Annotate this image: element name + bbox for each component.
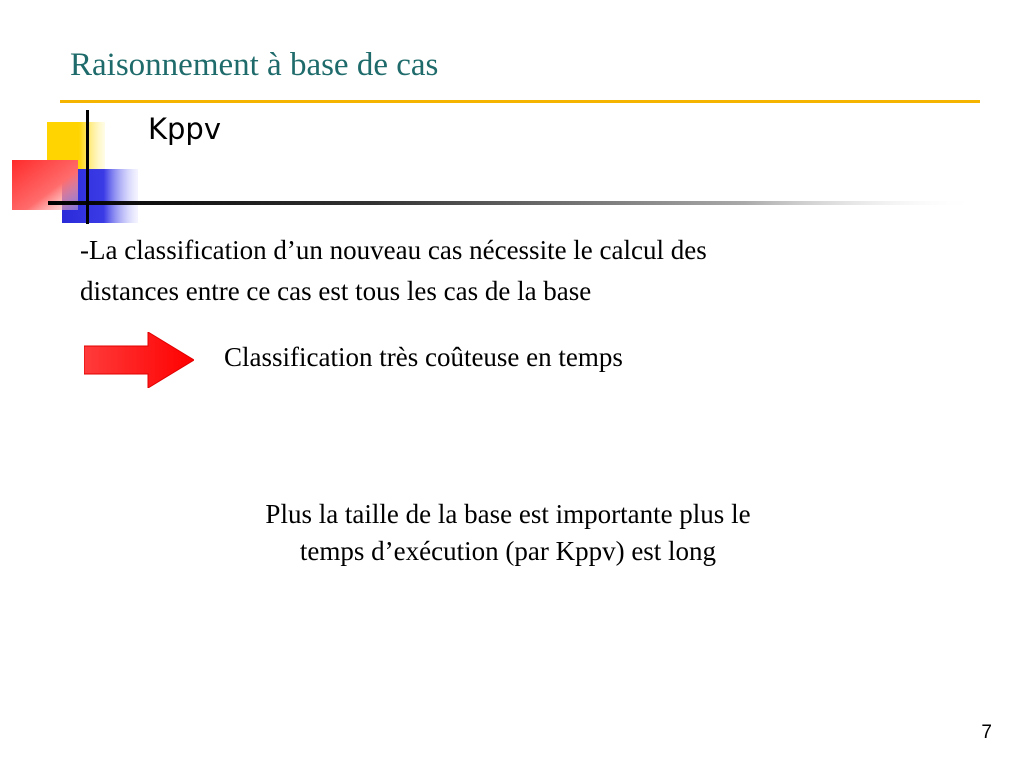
conclusion-line: temps d’exécution (par Kppv) est long xyxy=(299,536,717,566)
consequence-text: Classification très coûteuse en temps xyxy=(224,342,623,372)
right-arrow-icon xyxy=(84,332,194,388)
section-subtitle: Kppv xyxy=(148,112,221,146)
logo-vertical-line xyxy=(86,110,89,224)
page-number: 7 xyxy=(981,722,992,743)
body-paragraph xyxy=(80,230,930,312)
conclusion-text xyxy=(158,496,858,570)
paragraph-line: -La classification d’un nouveau cas nécessite le calcul des xyxy=(80,235,707,265)
logo-horizontal-line xyxy=(48,201,978,205)
conclusion-line: Plus la taille de la base est importante plus le xyxy=(265,499,751,529)
slide-title: Raisonnement à base de cas xyxy=(70,47,439,83)
paragraph-line: distances entre ce cas est tous les cas de la base xyxy=(80,276,592,306)
title-underline xyxy=(60,100,980,103)
